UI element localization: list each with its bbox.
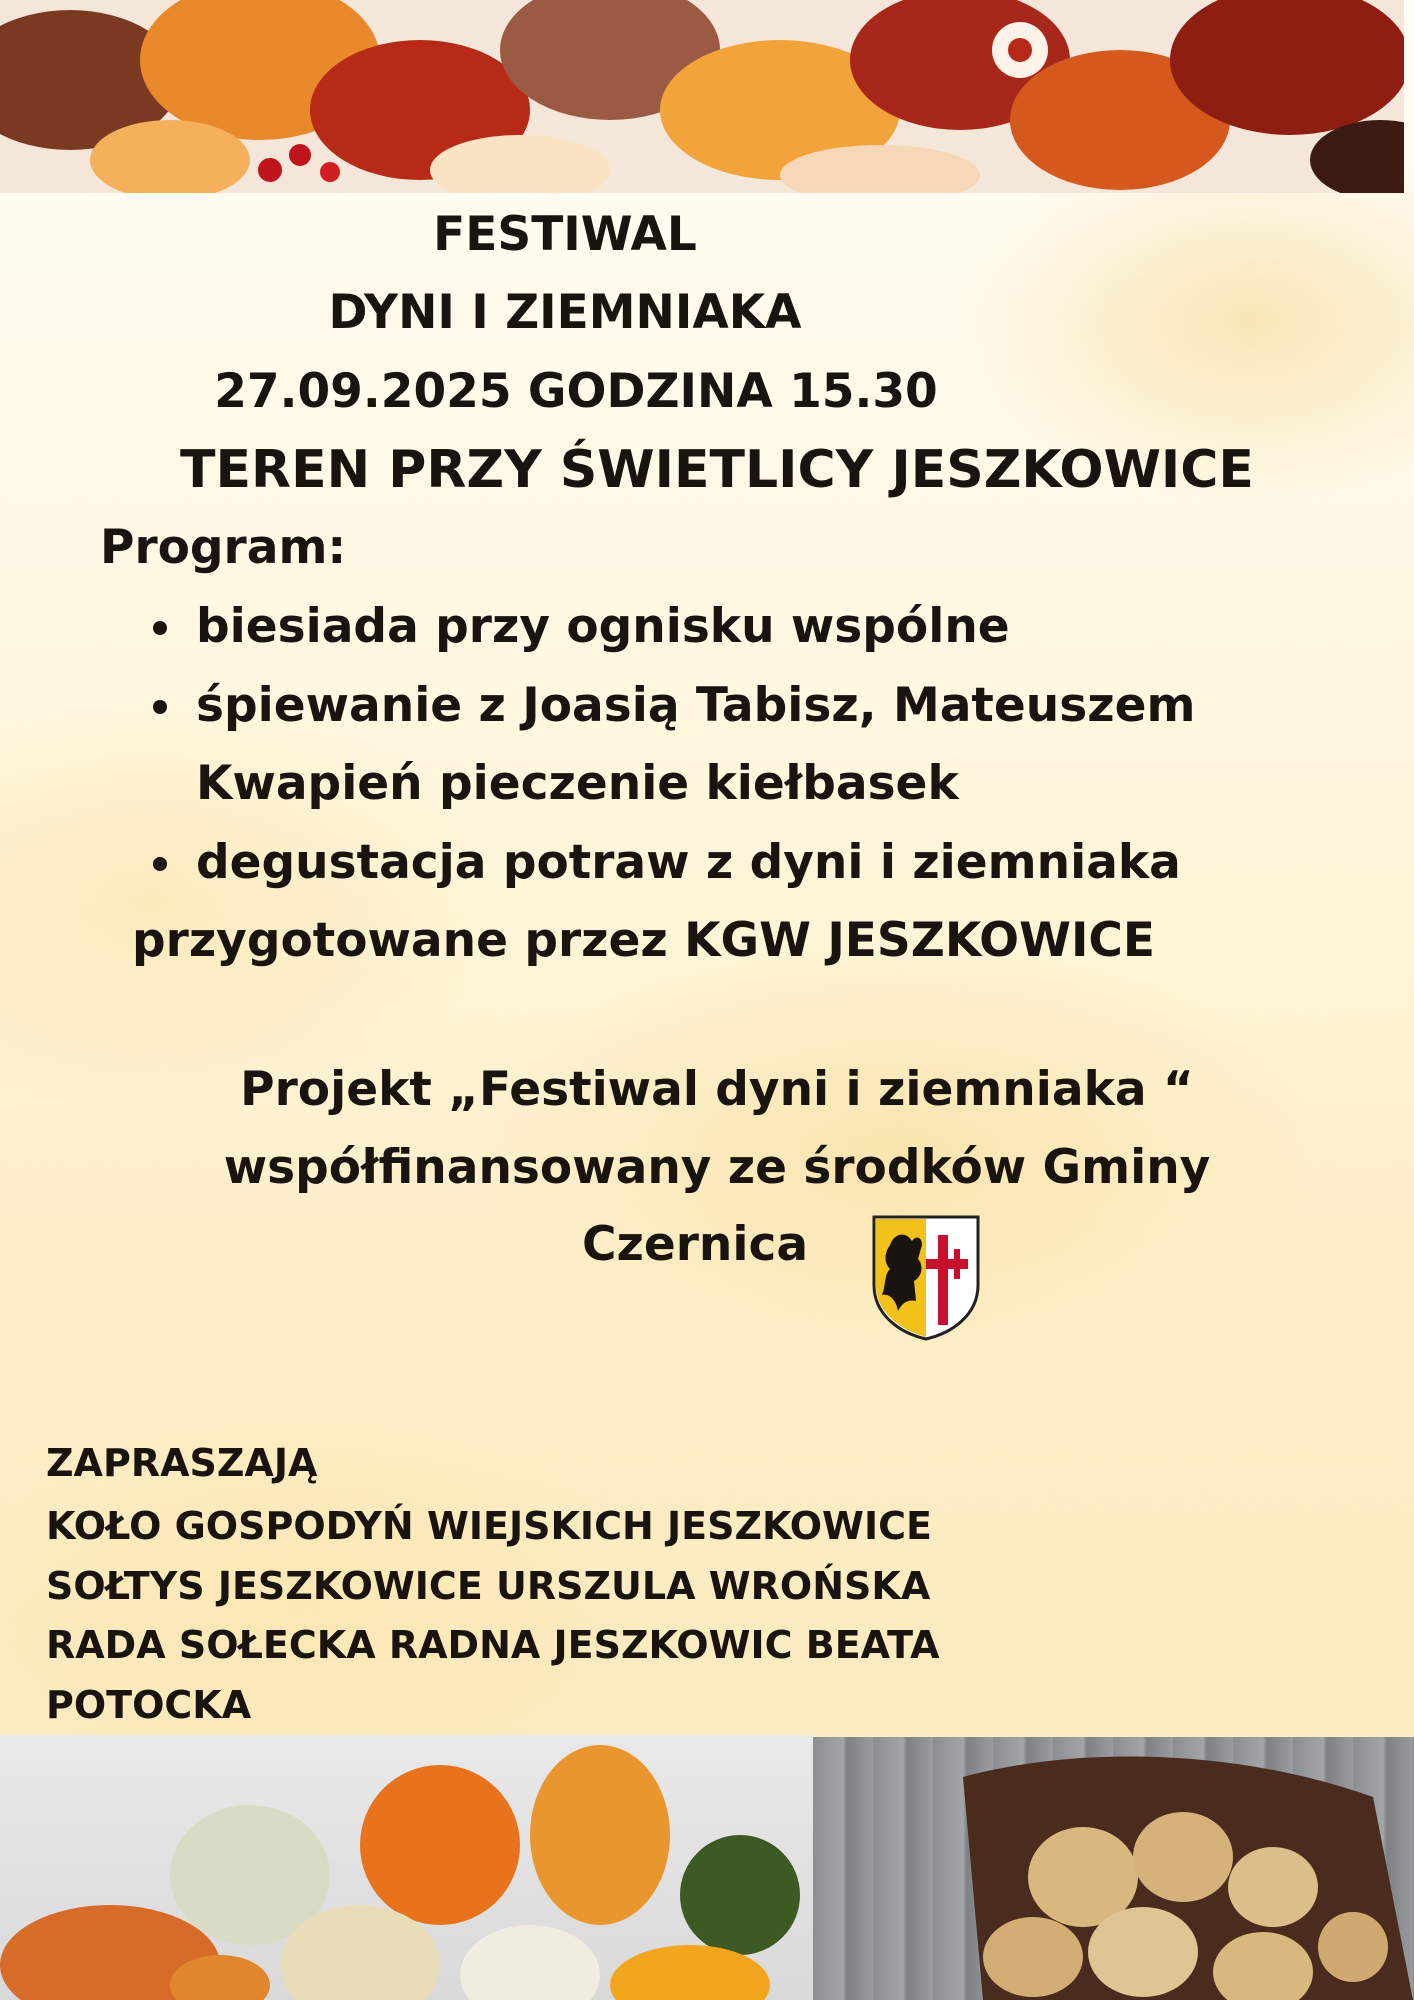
program-item-3-continuation: przygotowane przez KGW JESZKOWICE	[132, 913, 1156, 968]
funding-line-2: współfinansowany ze środków Gminy	[223, 1140, 1211, 1195]
program-item-2-line-2: Kwapień pieczenie kiełbasek	[196, 756, 959, 811]
event-date-time: 27.09.2025 GODZINA 15.30	[214, 364, 938, 419]
pumpkins-illustration	[0, 1735, 813, 2000]
funding-line-1: Projekt „Festiwal dyni i ziemniaka “	[240, 1062, 1194, 1117]
festival-title: FESTIWAL	[433, 207, 697, 262]
bullet-1	[153, 621, 167, 635]
credits-invite: ZAPRASZAJĄ	[46, 1441, 318, 1485]
program-item-3: degustacja potraw z dyni i ziemniaka	[196, 835, 1181, 890]
autumn-leaves-banner	[0, 0, 1404, 193]
program-heading: Program:	[100, 520, 347, 575]
potato-basket-illustration	[813, 1737, 1414, 2000]
festival-subtitle: DYNI I ZIEMNIAKA	[328, 285, 802, 340]
credits-soltys: SOŁTYS JESZKOWICE URSZULA WROŃSKA	[46, 1564, 931, 1608]
event-location: TEREN PRZY ŚWIETLICY JESZKOWICE	[180, 440, 1254, 500]
pumpkins-photo	[0, 1735, 813, 2000]
credits-rada: RADA SOŁECKA RADNA JESZKOWIC BEATA	[46, 1623, 940, 1667]
program-item-1: biesiada przy ognisku wspólne	[196, 599, 1010, 654]
program-item-2-line-1: śpiewanie z Joasią Tabisz, Mateuszem	[196, 678, 1196, 733]
credits-kgw: KOŁO GOSPODYŃ WIEJSKICH JESZKOWICE	[46, 1504, 932, 1548]
autumn-leaves-illustration	[0, 0, 1404, 193]
bullet-2	[153, 700, 167, 714]
bullet-3	[153, 857, 167, 871]
potato-basket-photo	[813, 1737, 1414, 2000]
credits-rada-cont: POTOCKA	[46, 1683, 252, 1727]
czernica-coat-of-arms-icon	[872, 1215, 980, 1341]
funding-line-3: Czernica	[582, 1217, 809, 1272]
